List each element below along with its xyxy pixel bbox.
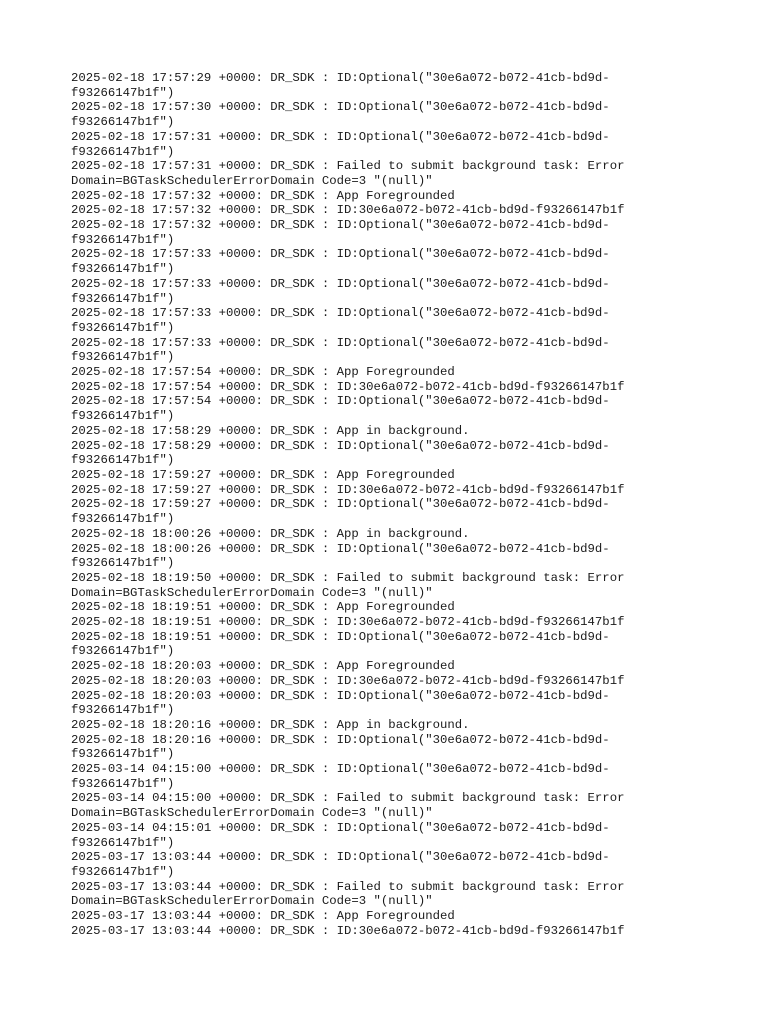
log-line: f93266147b1f") — [71, 409, 175, 424]
log-line: 2025-02-18 18:00:26 +0000: DR_SDK : App in background. — [71, 526, 470, 541]
log-line: Domain=BGTaskSchedulerErrorDomain Code=3 "(null)" — [71, 894, 433, 909]
log-line: f93266147b1f") — [71, 85, 175, 100]
log-line: 2025-03-17 13:03:44 +0000: DR_SDK : ID:30e6a072-b072-41cb-bd9d-f93266147b1f — [71, 923, 625, 938]
log-line: 2025-02-18 18:20:03 +0000: DR_SDK : ID:Optional("30e6a072-b072-41cb-bd9d- — [71, 688, 610, 703]
log-line: 2025-02-18 17:57:31 +0000: DR_SDK : Failed to submit background task: Error — [71, 159, 625, 174]
log-line: 2025-02-18 17:57:33 +0000: DR_SDK : ID:Optional("30e6a072-b072-41cb-bd9d- — [71, 247, 610, 262]
log-line: 2025-02-18 17:57:30 +0000: DR_SDK : ID:Optional("30e6a072-b072-41cb-bd9d- — [71, 100, 610, 115]
log-line: f93266147b1f") — [71, 644, 175, 659]
log-line: 2025-02-18 18:20:03 +0000: DR_SDK : ID:30e6a072-b072-41cb-bd9d-f93266147b1f — [71, 673, 625, 688]
log-document — [71, 71, 711, 938]
log-line: 2025-02-18 17:57:31 +0000: DR_SDK : ID:Optional("30e6a072-b072-41cb-bd9d- — [71, 129, 610, 144]
log-line: f93266147b1f") — [71, 350, 175, 365]
log-line: 2025-02-18 17:57:54 +0000: DR_SDK : ID:Optional("30e6a072-b072-41cb-bd9d- — [71, 394, 610, 409]
log-line: 2025-02-18 17:57:33 +0000: DR_SDK : ID:Optional("30e6a072-b072-41cb-bd9d- — [71, 276, 610, 291]
log-line: 2025-02-18 18:19:50 +0000: DR_SDK : Failed to submit background task: Error — [71, 570, 625, 585]
log-line: 2025-02-18 17:57:33 +0000: DR_SDK : ID:Optional("30e6a072-b072-41cb-bd9d- — [71, 306, 610, 321]
log-line: f93266147b1f") — [71, 776, 175, 791]
log-line: 2025-02-18 17:59:27 +0000: DR_SDK : App Foregrounded — [71, 467, 455, 482]
log-line: f93266147b1f") — [71, 115, 175, 130]
log-line: f93266147b1f") — [71, 512, 175, 527]
log-line: Domain=BGTaskSchedulerErrorDomain Code=3 "(null)" — [71, 806, 433, 821]
log-line: 2025-03-17 13:03:44 +0000: DR_SDK : App Foregrounded — [71, 909, 455, 924]
log-line: f93266147b1f") — [71, 556, 175, 571]
log-line: 2025-02-18 17:57:54 +0000: DR_SDK : App Foregrounded — [71, 365, 455, 380]
log-line: 2025-02-18 18:20:16 +0000: DR_SDK : App in background. — [71, 717, 470, 732]
log-line: 2025-02-18 18:00:26 +0000: DR_SDK : ID:Optional("30e6a072-b072-41cb-bd9d- — [71, 541, 610, 556]
log-line: f93266147b1f") — [71, 864, 175, 879]
log-line: 2025-02-18 18:19:51 +0000: DR_SDK : ID:30e6a072-b072-41cb-bd9d-f93266147b1f — [71, 615, 625, 630]
log-line: f93266147b1f") — [71, 703, 175, 718]
log-line: 2025-03-14 04:15:00 +0000: DR_SDK : Failed to submit background task: Error — [71, 791, 625, 806]
log-line: f93266147b1f") — [71, 453, 175, 468]
log-line: 2025-03-17 13:03:44 +0000: DR_SDK : ID:Optional("30e6a072-b072-41cb-bd9d- — [71, 850, 610, 865]
log-line: Domain=BGTaskSchedulerErrorDomain Code=3 "(null)" — [71, 585, 433, 600]
log-line: 2025-02-18 17:57:33 +0000: DR_SDK : ID:Optional("30e6a072-b072-41cb-bd9d- — [71, 335, 610, 350]
log-line: Domain=BGTaskSchedulerErrorDomain Code=3 "(null)" — [71, 173, 433, 188]
log-line: f93266147b1f") — [71, 232, 175, 247]
log-line: f93266147b1f") — [71, 291, 175, 306]
log-line: f93266147b1f") — [71, 144, 175, 159]
log-line: 2025-02-18 18:19:51 +0000: DR_SDK : App Foregrounded — [71, 600, 455, 615]
log-line: 2025-02-18 17:58:29 +0000: DR_SDK : App in background. — [71, 423, 470, 438]
log-line: f93266147b1f") — [71, 262, 175, 277]
log-line: 2025-02-18 18:20:03 +0000: DR_SDK : App Foregrounded — [71, 659, 455, 674]
log-line: 2025-02-18 17:58:29 +0000: DR_SDK : ID:Optional("30e6a072-b072-41cb-bd9d- — [71, 438, 610, 453]
log-line: 2025-02-18 17:59:27 +0000: DR_SDK : ID:Optional("30e6a072-b072-41cb-bd9d- — [71, 497, 610, 512]
log-line: 2025-02-18 17:57:32 +0000: DR_SDK : ID:Optional("30e6a072-b072-41cb-bd9d- — [71, 218, 610, 233]
log-text-block — [71, 71, 711, 938]
log-line: 2025-02-18 17:57:54 +0000: DR_SDK : ID:30e6a072-b072-41cb-bd9d-f93266147b1f — [71, 379, 625, 394]
log-line: 2025-03-14 04:15:00 +0000: DR_SDK : ID:Optional("30e6a072-b072-41cb-bd9d- — [71, 762, 610, 777]
log-line: 2025-03-17 13:03:44 +0000: DR_SDK : Failed to submit background task: Error — [71, 879, 625, 894]
log-line: 2025-02-18 17:59:27 +0000: DR_SDK : ID:30e6a072-b072-41cb-bd9d-f93266147b1f — [71, 482, 625, 497]
log-line: 2025-03-14 04:15:01 +0000: DR_SDK : ID:Optional("30e6a072-b072-41cb-bd9d- — [71, 820, 610, 835]
log-line: 2025-02-18 18:19:51 +0000: DR_SDK : ID:Optional("30e6a072-b072-41cb-bd9d- — [71, 629, 610, 644]
log-line: 2025-02-18 17:57:32 +0000: DR_SDK : App Foregrounded — [71, 188, 455, 203]
log-line: 2025-02-18 17:57:29 +0000: DR_SDK : ID:Optional("30e6a072-b072-41cb-bd9d- — [71, 71, 610, 85]
log-line: 2025-02-18 18:20:16 +0000: DR_SDK : ID:Optional("30e6a072-b072-41cb-bd9d- — [71, 732, 610, 747]
log-line: 2025-02-18 17:57:32 +0000: DR_SDK : ID:30e6a072-b072-41cb-bd9d-f93266147b1f — [71, 203, 625, 218]
log-line: f93266147b1f") — [71, 320, 175, 335]
log-line: f93266147b1f") — [71, 747, 175, 762]
log-line: f93266147b1f") — [71, 835, 175, 850]
